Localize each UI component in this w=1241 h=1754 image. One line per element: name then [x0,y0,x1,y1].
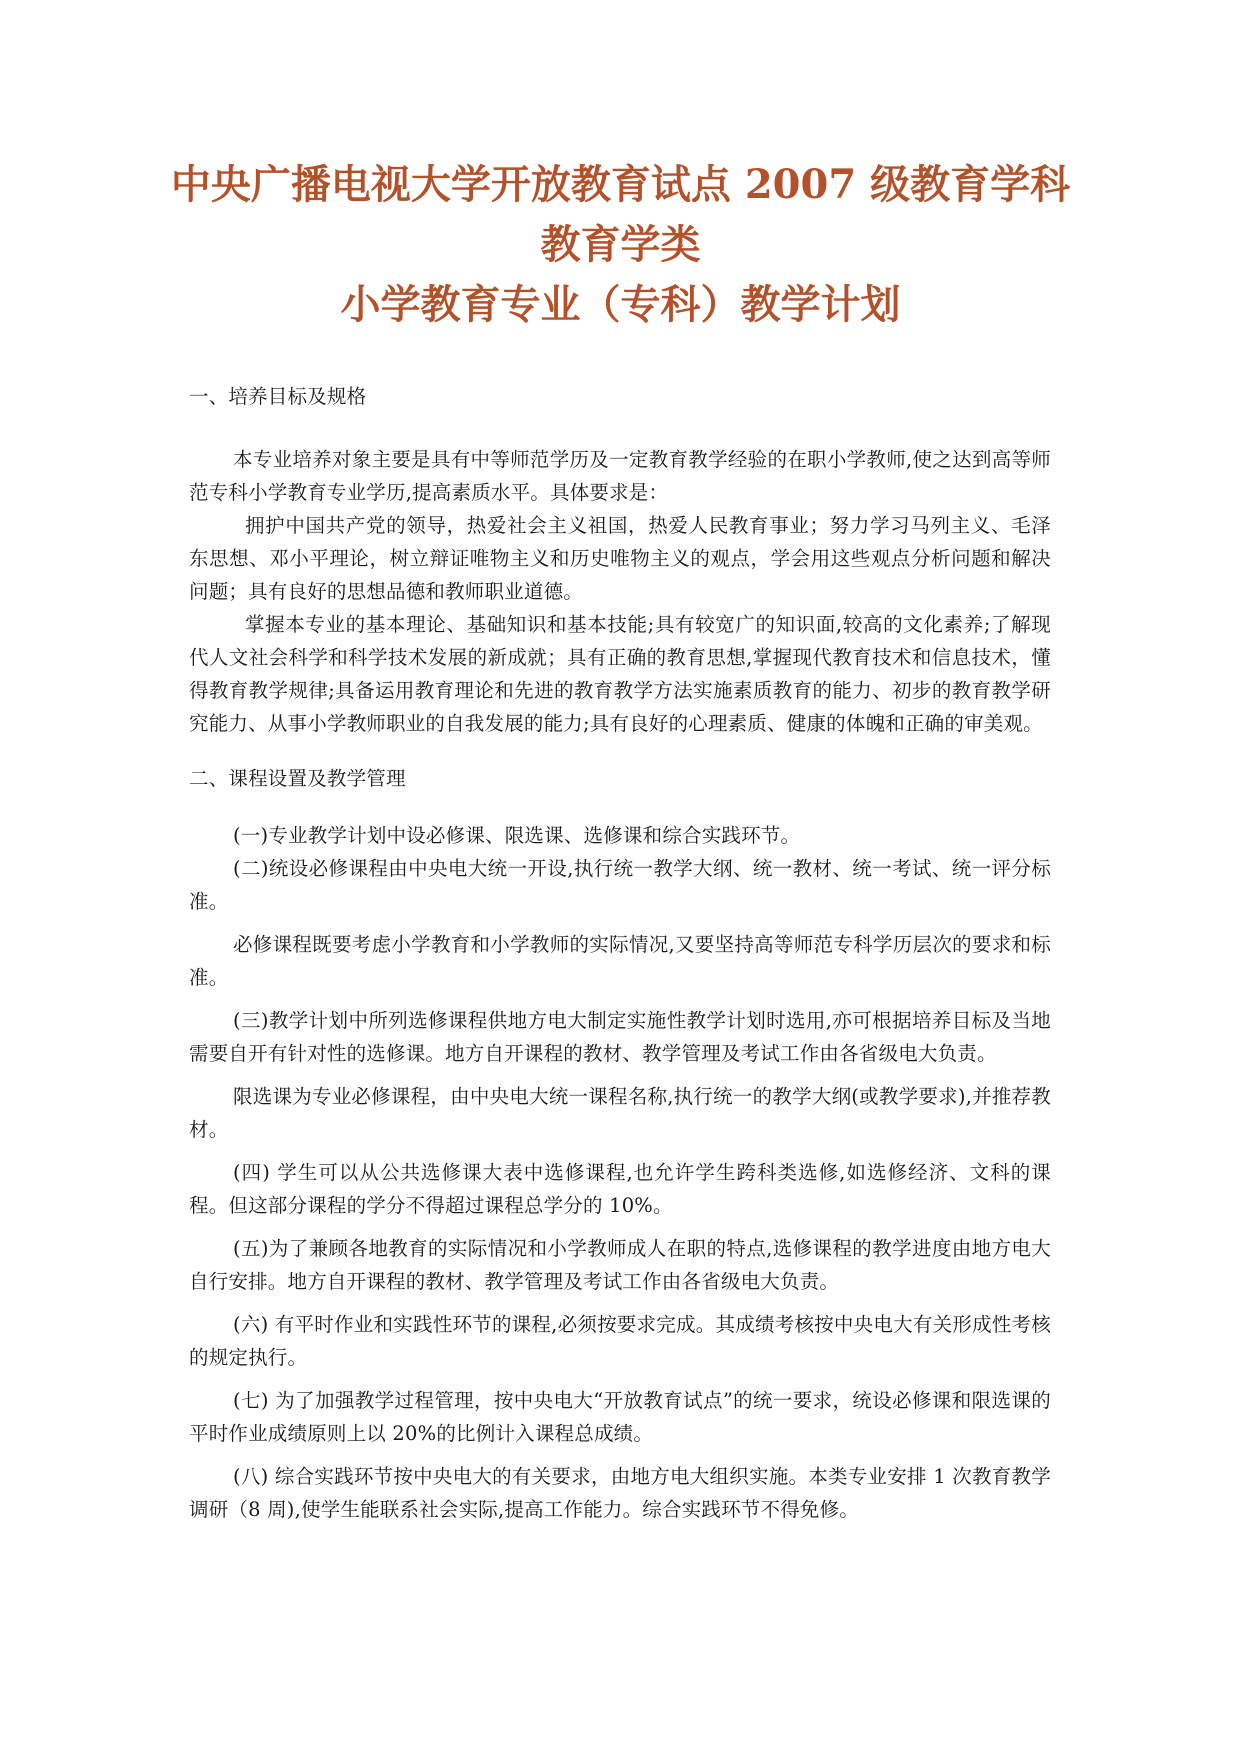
title-line-2: 教育学类 [540,221,701,268]
spacer [189,1298,1051,1308]
spacer [189,740,1051,762]
document-body [189,380,1051,1526]
spacer [189,413,1051,443]
section-heading-training-goals: 一、培养目标及规格 [189,385,367,408]
spacer [189,1146,1051,1156]
spacer [189,795,1051,819]
curriculum-item-8: (八) 综合实践环节按中央电大的有关要求，由地方电大组织实施。本类专业安排 1 次教育教学调研（8 周),使学生能联系社会实际,提高工作能力。综合实践环节不得免修。 [189,1465,1051,1521]
spacer [189,1374,1051,1384]
curriculum-item-3-note: 限选课为专业必修课程，由中央电大统一课程名称,执行统一的教学大纲(或教学要求),并推荐教材。 [189,1085,1051,1141]
section-heading-curriculum: 二、课程设置及教学管理 [189,767,406,790]
spacer [189,918,1051,928]
curriculum-item-4: (四) 学生可以从公共选修课大表中选修课程,也允许学生跨科类选修,如选修经济、文科的课程。但这部分课程的学分不得超过课程总学分的 10%。 [189,1161,1051,1217]
paragraph-training-target: 本专业培养对象主要是具有中等师范学历及一定教育教学经验的在职小学教师,使之达到高等师范专科小学教育专业学历,提高素质水平。具体要求是： [189,448,1051,504]
curriculum-item-2: (二)统设必修课程由中央电大统一开设,执行统一教学大纲、统一教材、统一考试、统一评分标准。 [189,857,1051,913]
spacer [189,1070,1051,1080]
curriculum-item-1: (一)专业教学计划中设必修课、限选课、选修课和综合实践环节。 [233,824,801,847]
paragraph-knowledge-requirements: 掌握本专业的基本理论、基础知识和基本技能;具有较宽广的知识面,较高的文化素养;了解现代人文社会科学和科学技术发展的新成就；具有正确的教育思想,掌握现代教育技术和信息技术，懂得教育教学规律;具备运用教育理论和先进的教育教学方法实施素质教育的能力、初步的教育教学研究能力、从事小学教师职业的自我发展的能力;具有良好的心理素质、健康的体魄和正确的审美观。 [189,613,1051,735]
spacer [189,1450,1051,1460]
document-title [0,155,1241,335]
curriculum-item-5: (五)为了兼顾各地教育的实际情况和小学教师成人在职的特点,选修课程的教学进度由地方电大自行安排。地方自开课程的教材、教学管理及考试工作由各省级电大负责。 [189,1237,1051,1293]
spacer [189,1222,1051,1232]
title-line-3: 小学教育专业（专科）教学计划 [340,281,901,328]
curriculum-item-2-note: 必修课程既要考虑小学教育和小学教师的实际情况,又要坚持高等师范专科学历层次的要求和标准。 [189,933,1051,989]
curriculum-item-6: (六) 有平时作业和实践性环节的课程,必须按要求完成。其成绩考核按中央电大有关形成性考核的规定执行。 [189,1313,1051,1369]
paragraph-political-requirements: 拥护中国共产党的领导，热爱社会主义祖国，热爱人民教育事业；努力学习马列主义、毛泽东思想、邓小平理论，树立辩证唯物主义和历史唯物主义的观点，学会用这些观点分析问题和解决问题；具有良好的思想品德和教师职业道德。 [189,514,1051,603]
spacer [189,994,1051,1004]
curriculum-item-7: (七) 为了加强教学过程管理，按中央电大“开放教育试点”的统一要求，统设必修课和限选课的平时作业成绩原则上以 20%的比例计入课程总成绩。 [189,1389,1051,1445]
title-line-1: 中央广播电视大学开放教育试点 2007 级教育学科 [170,161,1071,208]
curriculum-item-3: (三)教学计划中所列选修课程供地方电大制定实施性教学计划时选用,亦可根据培养目标及当地需要自开有针对性的选修课。地方自开课程的教材、教学管理及考试工作由各省级电大负责。 [189,1009,1051,1065]
